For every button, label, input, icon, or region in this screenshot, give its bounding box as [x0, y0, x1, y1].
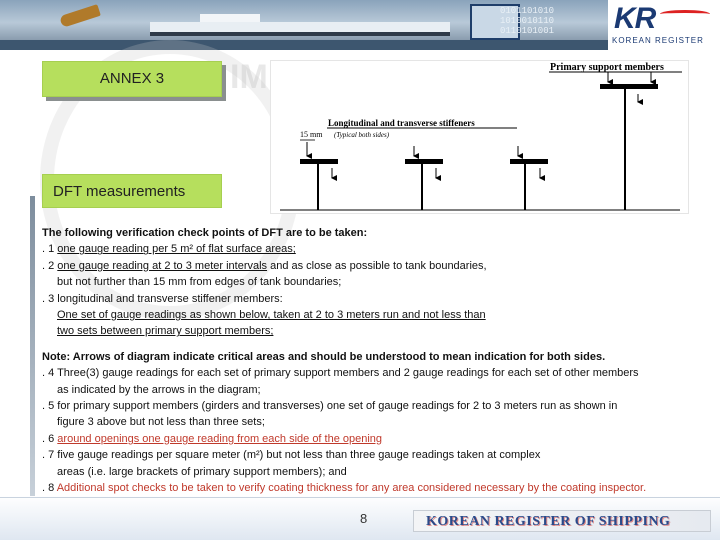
left-decorative-bar	[30, 196, 35, 496]
point-8-text: Additional spot checks to be taken to verify coating thickness for any area considered necessary by the coating inspector.	[56, 482, 647, 495]
point-2-line-2: but not further than 15 mm from edges of tank boundaries;	[57, 276, 342, 289]
point-1	[42, 241, 712, 257]
point-6-text: around openings one gauge reading from each side of the opening	[57, 432, 383, 445]
point-3-line-2: One set of gauge readings as shown below, taken at 2 to 3 meters run and not less than	[57, 309, 486, 322]
stiffener-1-flange	[300, 159, 338, 164]
logo-subtitle: KOREAN REGISTER	[612, 36, 704, 45]
point-6	[42, 431, 712, 447]
point-5-line-2: figure 3 above but not less than three sets;	[57, 416, 265, 429]
point-2-number: . 2	[42, 259, 58, 272]
sea-image	[0, 40, 610, 50]
point-2-rest: and as close as possible to tank boundaries,	[267, 259, 487, 272]
point-2-underlined: one gauge reading at 2 to 3 meter intervals	[57, 259, 268, 272]
point-2	[42, 258, 712, 274]
kr-logo	[608, 0, 720, 50]
point-8-number: . 8	[42, 482, 57, 495]
footer-divider	[0, 497, 720, 498]
primary-flange	[600, 84, 658, 89]
footer-brand-box	[413, 510, 711, 532]
annex-label-box	[42, 61, 222, 97]
ship-image	[150, 22, 450, 36]
point-6-number: . 6	[42, 432, 58, 445]
typical-label: (Typical both sides)	[334, 131, 390, 139]
verification-text	[42, 225, 712, 497]
point-4-line-1: . 4 Three(3) gauge readings for each set of primary support members and 2 gauge readings for each set of other members	[42, 367, 639, 380]
point-3-line-3: two sets between primary support members;	[57, 325, 274, 338]
point-5-line-1: . 5 for primary support members (girders and transverses) one set of gauge readings for 2 to 3 meters run as shown in	[42, 400, 618, 413]
dimension-label: 15 mm	[300, 130, 323, 139]
stiffener-2-flange	[405, 159, 443, 164]
point-3-line-1: . 3 longitudinal and transverse stiffener members:	[42, 292, 283, 305]
logo-mark: KR	[614, 2, 656, 35]
point-7-line-2: areas (i.e. large brackets of primary support members); and	[57, 465, 347, 478]
section-title-box	[42, 174, 222, 208]
point-1-number: . 1	[42, 243, 58, 256]
point-1-text: one gauge reading per 5 m² of flat surface areas;	[57, 243, 296, 256]
section-title: DFT measurements	[53, 183, 186, 200]
logo-swoosh-icon	[660, 10, 710, 18]
intro-text: The following verification check points of DFT are to be taken:	[42, 227, 368, 239]
note-text: Note: Arrows of diagram indicate critical areas and should be understood to mean indication for both sides.	[42, 350, 606, 363]
diagram-svg	[270, 60, 689, 214]
footer-brand: KOREAN REGISTER OF SHIPPING	[426, 514, 671, 529]
page-number: 8	[360, 511, 368, 526]
primary-support-label: Primary support members	[550, 62, 664, 73]
stiffener-label: Longitudinal and transverse stiffeners	[328, 118, 475, 128]
watermark-text: IM	[230, 58, 268, 96]
point-8	[42, 480, 712, 496]
stiffener-3-flange	[510, 159, 548, 164]
binary-digits-decoration: 0101101010 1010010110 0110101001	[500, 6, 555, 36]
gauge-reading-diagram	[270, 60, 689, 214]
header-banner	[0, 0, 720, 50]
point-4-line-2: as indicated by the arrows in the diagram;	[57, 383, 261, 396]
annex-label: ANNEX 3	[99, 70, 165, 87]
point-7-line-1: . 7 five gauge readings per square meter (m²) but not less than three gauge readings taken at complex	[42, 449, 541, 462]
